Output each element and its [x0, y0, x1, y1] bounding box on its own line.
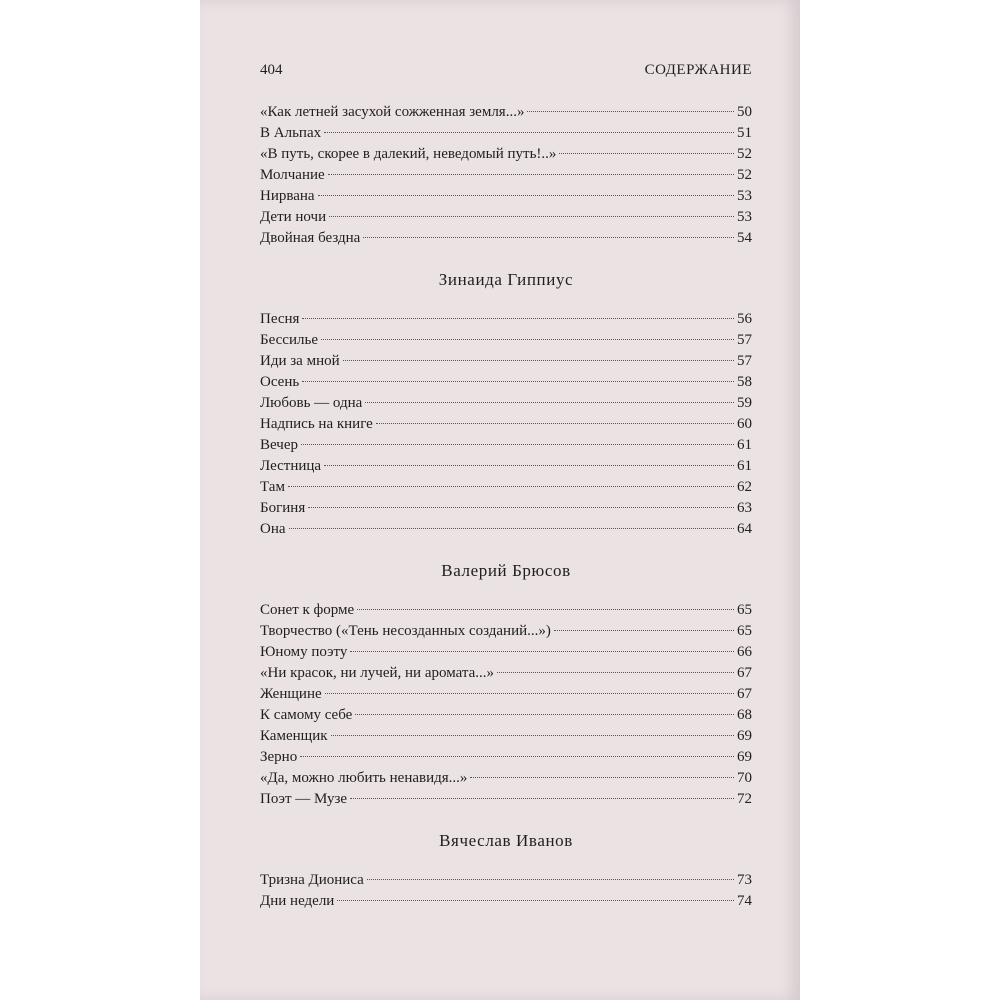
book-page	[200, 0, 800, 1000]
page-number: 404	[260, 62, 283, 78]
toc-entry-title: Нирвана	[260, 188, 315, 204]
toc-entry	[260, 228, 752, 249]
dot-leader	[301, 444, 734, 445]
toc-entry-page: 58	[737, 374, 752, 390]
toc-entry-title: Осень	[260, 374, 300, 390]
toc-entry-title: «В путь, скорее в далекий, неведомый путь!..»	[260, 146, 557, 162]
toc-entry-page: 65	[737, 623, 752, 639]
toc-entry-page: 66	[737, 644, 752, 660]
toc-entry	[260, 102, 752, 123]
dot-leader	[365, 402, 734, 403]
toc-entry-title: Лестница	[260, 458, 322, 474]
toc-entry-title: Вечер	[260, 437, 298, 453]
toc-entry-page: 68	[737, 707, 752, 723]
dot-leader	[559, 153, 734, 154]
author-heading-ivanov: Вячеслав Иванов	[439, 831, 573, 850]
dot-leader	[355, 714, 734, 715]
toc-entry	[260, 144, 752, 165]
toc-entry	[260, 870, 752, 891]
toc-entry-title: «Ни красок, ни лучей, ни аромата...»	[260, 665, 495, 681]
toc-entry	[260, 642, 752, 663]
dot-leader	[350, 651, 734, 652]
toc-entry-page: 67	[737, 665, 752, 681]
toc-entry-page: 73	[737, 872, 752, 888]
toc-entry-title: Там	[260, 479, 285, 495]
toc-entry-page: 61	[737, 458, 752, 474]
toc-entry	[260, 684, 752, 705]
toc-entry-page: 62	[737, 479, 752, 495]
dot-leader	[367, 879, 734, 880]
toc-entry-title: Богиня	[260, 500, 306, 516]
toc-entry-title: К самому себе	[260, 707, 353, 723]
toc-entry	[260, 351, 752, 372]
dot-leader	[497, 672, 734, 673]
toc-entry	[260, 123, 752, 144]
toc-entry	[260, 726, 752, 747]
toc-entry	[260, 621, 752, 642]
toc-entry	[260, 891, 752, 912]
dot-leader	[324, 465, 734, 466]
dot-leader	[318, 195, 734, 196]
toc-entry-title: «Как летней засухой сожженная земля...»	[260, 104, 525, 120]
dot-leader	[289, 528, 734, 529]
toc-entry-page: 50	[737, 104, 752, 120]
dot-leader	[329, 216, 734, 217]
dot-leader	[357, 609, 734, 610]
toc-entry-page: 69	[737, 728, 752, 744]
toc-entry-title: Надпись на книге	[260, 416, 373, 432]
toc-entry-title: Песня	[260, 311, 300, 327]
toc-entry-title: Тризна Диониса	[260, 872, 364, 888]
toc-entry-title: Каменщик	[260, 728, 328, 744]
toc-entry-title: Дни недели	[260, 893, 335, 909]
dot-leader	[328, 174, 734, 175]
toc-entry-page: 69	[737, 749, 752, 765]
toc-entry	[260, 600, 752, 621]
toc-entry-title: Бессилье	[260, 332, 318, 348]
toc-entry-title: Творчество («Тень несозданных созданий...»)	[260, 623, 551, 639]
toc-entry-page: 57	[737, 353, 752, 369]
table-of-contents	[260, 102, 752, 912]
toc-entry	[260, 498, 752, 519]
dot-leader	[554, 630, 734, 631]
dot-leader	[376, 423, 734, 424]
toc-entry-page: 56	[737, 311, 752, 327]
toc-entry-title: В Альпах	[260, 125, 322, 141]
toc-entry-page: 60	[737, 416, 752, 432]
toc-group	[260, 600, 752, 810]
dot-leader	[343, 360, 734, 361]
toc-group	[260, 309, 752, 540]
toc-entry	[260, 435, 752, 456]
toc-entry	[260, 165, 752, 186]
toc-entry-title: Молчание	[260, 167, 325, 183]
dot-leader	[350, 798, 734, 799]
toc-entry	[260, 768, 752, 789]
toc-entry	[260, 393, 752, 414]
toc-entry	[260, 519, 752, 540]
toc-entry-title: Женщине	[260, 686, 322, 702]
toc-entry-page: 57	[737, 332, 752, 348]
dot-leader	[527, 111, 734, 112]
dot-leader	[470, 777, 734, 778]
toc-entry	[260, 663, 752, 684]
toc-entry-page: 54	[737, 230, 752, 246]
toc-entry	[260, 309, 752, 330]
toc-entry	[260, 456, 752, 477]
toc-entry	[260, 330, 752, 351]
toc-entry	[260, 372, 752, 393]
toc-entry	[260, 414, 752, 435]
dot-leader	[302, 318, 734, 319]
dot-leader	[300, 756, 734, 757]
toc-group	[260, 102, 752, 249]
toc-entry	[260, 477, 752, 498]
toc-entry-page: 59	[737, 395, 752, 411]
toc-entry-page: 53	[737, 209, 752, 225]
toc-entry-page: 72	[737, 791, 752, 807]
section-title: СОДЕРЖАНИЕ	[644, 62, 752, 78]
toc-entry-page: 51	[737, 125, 752, 141]
toc-entry-title: Двойная бездна	[260, 230, 361, 246]
toc-entry-title: Зерно	[260, 749, 298, 765]
toc-entry-page: 52	[737, 146, 752, 162]
toc-entry	[260, 705, 752, 726]
toc-entry-title: Дети ночи	[260, 209, 327, 225]
running-head	[260, 62, 752, 82]
dot-leader	[288, 486, 734, 487]
toc-entry-title: Юному поэту	[260, 644, 348, 660]
dot-leader	[324, 132, 734, 133]
toc-entry	[260, 789, 752, 810]
toc-entry-page: 74	[737, 893, 752, 909]
toc-entry	[260, 207, 752, 228]
dot-leader	[302, 381, 734, 382]
dot-leader	[308, 507, 734, 508]
toc-entry-title: «Да, можно любить ненавидя...»	[260, 770, 468, 786]
toc-group	[260, 870, 752, 912]
dot-leader	[337, 900, 734, 901]
dot-leader	[321, 339, 734, 340]
toc-entry-title: Сонет к форме	[260, 602, 355, 618]
toc-entry-page: 70	[737, 770, 752, 786]
toc-entry-title: Поэт — Музе	[260, 791, 348, 807]
toc-entry-page: 53	[737, 188, 752, 204]
dot-leader	[331, 735, 734, 736]
toc-entry-page: 64	[737, 521, 752, 537]
toc-entry-page: 65	[737, 602, 752, 618]
toc-entry-title: Любовь — одна	[260, 395, 363, 411]
toc-entry-page: 67	[737, 686, 752, 702]
dot-leader	[325, 693, 734, 694]
toc-entry-title: Она	[260, 521, 286, 537]
dot-leader	[363, 237, 734, 238]
author-heading-gippius: Зинаида Гиппиус	[438, 270, 574, 289]
toc-entry	[260, 747, 752, 768]
toc-entry-page: 52	[737, 167, 752, 183]
toc-entry-title: Иди за мной	[260, 353, 340, 369]
toc-entry-page: 61	[737, 437, 752, 453]
toc-entry	[260, 186, 752, 207]
author-heading-bryusov: Валерий Брюсов	[441, 561, 571, 580]
toc-entry-page: 63	[737, 500, 752, 516]
